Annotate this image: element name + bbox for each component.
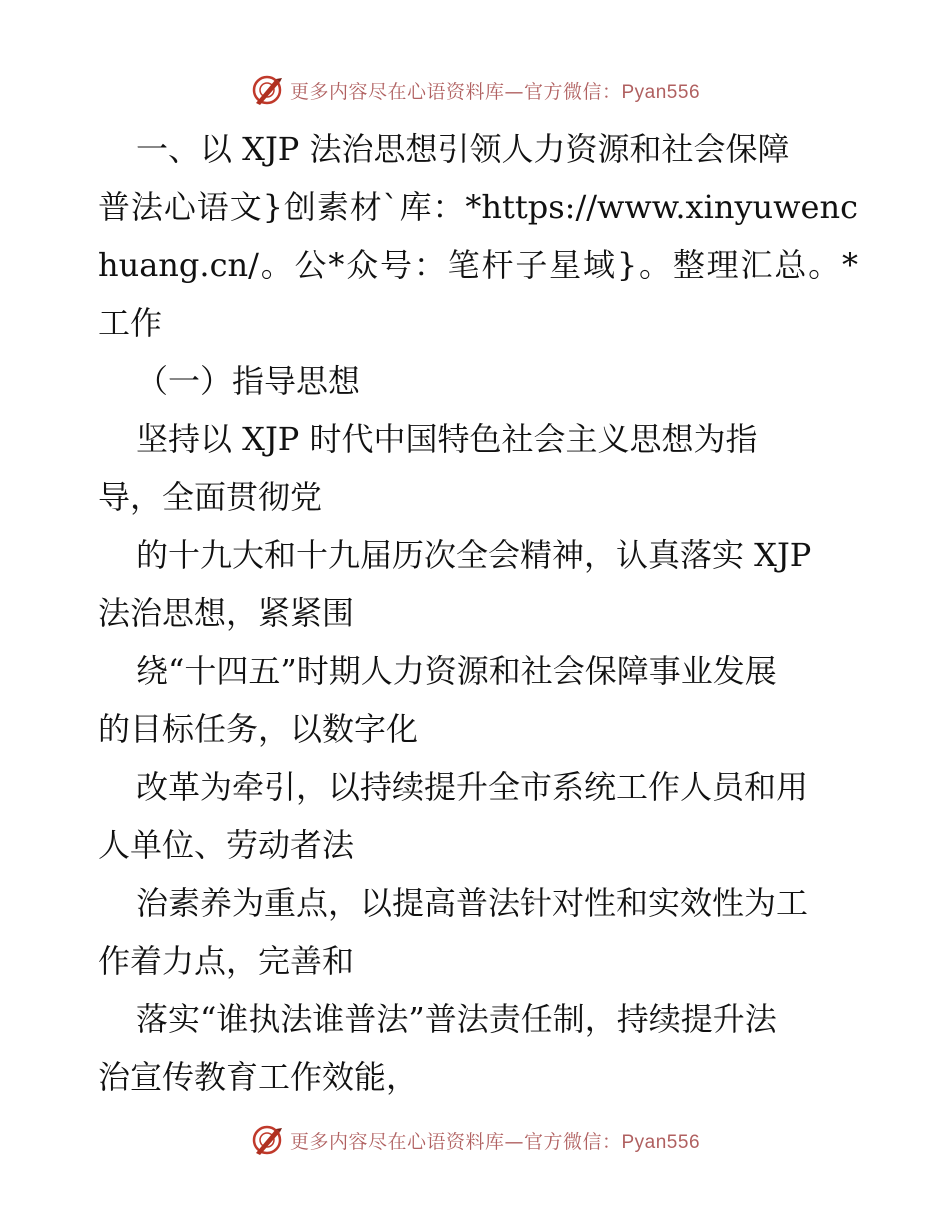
body-line: 工作 xyxy=(98,304,163,342)
header-banner-text: 更多内容尽在心语资料库—官方微信：Pyan556 xyxy=(289,80,701,103)
header-banner xyxy=(0,68,950,112)
body-line: 导，全面贯彻党 xyxy=(98,478,323,516)
body-line: 治素养为重点，以提高普法针对性和实效性为工 xyxy=(136,884,809,922)
body-line: 法治思想，紧紧围 xyxy=(98,594,355,632)
header-wechat-id: Pyan556 xyxy=(621,81,701,103)
body-line: 的目标任务，以数字化 xyxy=(98,710,419,748)
body-line: 坚持以 XJP 时代中国特色社会主义思想为指 xyxy=(136,420,758,458)
body-line: 改革为牵引，以持续提升全市系统工作人员和用 xyxy=(136,768,809,806)
body-line: 作着力点，完善和 xyxy=(98,942,355,980)
document-body xyxy=(98,120,858,1106)
body-line: 落实“谁执法谁普法”普法责任制，持续提升法 xyxy=(136,1000,777,1038)
body-line: 普法心语文}创素材`库：*https://www.xinyuwenc xyxy=(98,188,858,226)
body-line: huang.cn/。公*众号：笔杆子星域}。整理汇总。* xyxy=(98,246,858,284)
footer-wechat-id: Pyan556 xyxy=(621,1131,701,1153)
body-line: 一、以 XJP 法治思想引领人力资源和社会保障 xyxy=(136,130,790,168)
body-line: 绕“十四五”时期人力资源和社会保障事业发展 xyxy=(136,652,777,690)
body-line: 的十九大和十九届历次全会精神，认真落实 XJP xyxy=(136,536,812,574)
body-line: 人单位、劳动者法 xyxy=(98,826,355,864)
footer-banner-text: 更多内容尽在心语资料库—官方微信：Pyan556 xyxy=(289,1130,701,1153)
pen-logo-icon xyxy=(250,73,284,107)
footer-banner xyxy=(0,1118,950,1162)
body-line: 治宣传教育工作效能， xyxy=(98,1058,419,1096)
pen-logo-icon xyxy=(250,1123,284,1157)
section-heading: （一）指导思想 xyxy=(136,362,361,400)
